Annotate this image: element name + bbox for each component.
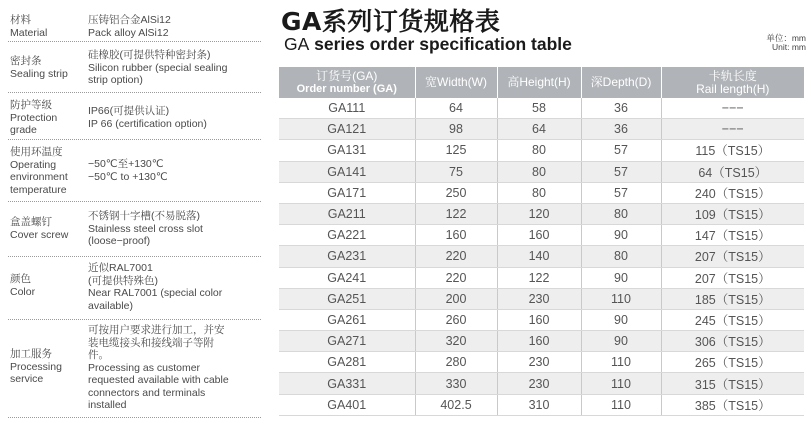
table-row (279, 394, 804, 415)
order-number-cell: GA251 (279, 288, 415, 309)
height-cell: 160 (497, 225, 581, 246)
height-cell: 80 (497, 182, 581, 203)
header-en: Rail length(H) (696, 81, 770, 96)
width-cell: 160 (415, 225, 497, 246)
spec-row-sealing-strip (8, 42, 261, 93)
spec-row-color (8, 257, 261, 320)
table-row (279, 352, 804, 373)
header-zh: 宽Width(W) (425, 75, 487, 89)
table-row (279, 119, 804, 140)
title-en-rest: series order specification table (309, 34, 572, 54)
order-number-cell: GA171 (279, 182, 415, 203)
rail-length-cell: 185（TS15） (661, 288, 804, 309)
header-zh: 卡轨长度 (708, 68, 757, 83)
order-number-cell: GA221 (279, 225, 415, 246)
depth-cell: 90 (581, 225, 661, 246)
col-header-depth (581, 67, 661, 98)
rail-length-cell: −−− (661, 119, 804, 140)
page-title-en (284, 34, 572, 55)
spec-label-line: 使用环温度 (10, 146, 63, 158)
spec-label-line: grade (10, 124, 37, 136)
rail-length-cell: −−− (661, 98, 804, 119)
height-cell: 80 (497, 161, 581, 182)
spec-value-line: 硅橡胶(可提供特种密封条) (88, 49, 211, 61)
spec-value-line: −50℃至+130℃ (88, 158, 164, 170)
width-cell: 320 (415, 331, 497, 352)
rail-length-cell: 265（TS15） (661, 352, 804, 373)
depth-cell: 57 (581, 161, 661, 182)
spec-list (8, 8, 261, 418)
table-row (279, 161, 804, 182)
order-number-cell: GA271 (279, 331, 415, 352)
width-cell: 220 (415, 267, 497, 288)
order-number-cell: GA121 (279, 119, 415, 140)
width-cell: 250 (415, 182, 497, 203)
rail-length-cell: 147（TS15） (661, 225, 804, 246)
rail-length-cell: 109（TS15） (661, 203, 804, 224)
spec-label-line: temperature (10, 183, 67, 196)
order-number-cell: GA331 (279, 373, 415, 394)
rail-length-cell: 385（TS15） (661, 394, 804, 415)
order-number-cell: GA241 (279, 267, 415, 288)
height-cell: 80 (497, 140, 581, 161)
spec-label-line: 材料 (10, 14, 31, 26)
height-cell: 64 (497, 119, 581, 140)
width-cell: 280 (415, 352, 497, 373)
spec-value-line: 不锈钢十字槽(不易脱落) (88, 210, 200, 222)
height-cell: 230 (497, 288, 581, 309)
width-cell: 260 (415, 309, 497, 330)
unit-label-zh: 单位：mm (766, 33, 806, 43)
height-cell: 310 (497, 394, 581, 415)
rail-length-cell: 315（TS15） (661, 373, 804, 394)
spec-label-line: Cover screw (10, 228, 69, 241)
depth-cell: 57 (581, 182, 661, 203)
table-row (279, 373, 804, 394)
depth-cell: 80 (581, 246, 661, 267)
table-row (279, 246, 804, 267)
depth-cell: 90 (581, 309, 661, 330)
height-cell: 120 (497, 203, 581, 224)
table-header-row (279, 67, 804, 98)
col-header-height (497, 67, 581, 98)
header-zh: 高Height(H) (507, 75, 571, 89)
rail-length-cell: 240（TS15） (661, 182, 804, 203)
order-number-cell: GA231 (279, 246, 415, 267)
table-body (279, 98, 804, 415)
height-cell: 160 (497, 331, 581, 352)
spec-value-line: Near RAL7001 (special color (88, 287, 223, 299)
spec-label-line: environment (10, 171, 68, 183)
depth-cell: 110 (581, 394, 661, 415)
title-en-prefix: GA (284, 34, 310, 54)
table-row (279, 288, 804, 309)
order-number-cell: GA281 (279, 352, 415, 373)
spec-row-operating-temperature (8, 140, 261, 202)
rail-length-cell: 207（TS15） (661, 267, 804, 288)
order-number-cell: GA211 (279, 203, 415, 224)
width-cell: 64 (415, 98, 497, 119)
width-cell: 220 (415, 246, 497, 267)
rail-length-cell: 245（TS15） (661, 309, 804, 330)
table-row (279, 309, 804, 330)
header-zh: 订货号(GA) (316, 68, 378, 83)
spec-label-line: Material (10, 26, 48, 39)
height-cell: 122 (497, 267, 581, 288)
spec-label-line: Sealing strip (10, 67, 68, 80)
header-zh: 深Depth(D) (590, 75, 652, 89)
depth-cell: 110 (581, 288, 661, 309)
spec-value-line: Processing as customer (88, 361, 201, 374)
order-number-cell: GA141 (279, 161, 415, 182)
width-cell: 402.5 (415, 394, 497, 415)
spec-value-line: 可按用户要求进行加工，并安 (88, 324, 225, 336)
col-header-rail-length (661, 67, 804, 98)
table-row (279, 267, 804, 288)
width-cell: 122 (415, 203, 497, 224)
order-spec-table (279, 67, 804, 416)
spec-label-line: Protection (10, 111, 58, 124)
spec-row-cover-screw (8, 202, 261, 257)
table-row (279, 203, 804, 224)
rail-length-cell: 207（TS15） (661, 246, 804, 267)
height-cell: 58 (497, 98, 581, 119)
spec-row-processing-service (8, 320, 261, 418)
spec-value-line: 装电缆接头和接线端子等附 (88, 336, 214, 349)
order-number-cell: GA401 (279, 394, 415, 415)
table-row (279, 225, 804, 246)
col-header-width (415, 67, 497, 98)
depth-cell: 36 (581, 119, 661, 140)
height-cell: 160 (497, 309, 581, 330)
spec-label-line: 盒盖螺钉 (10, 216, 52, 228)
rail-length-cell: 306（TS15） (661, 331, 804, 352)
spec-label-line: service (10, 373, 44, 385)
order-number-cell: GA261 (279, 309, 415, 330)
spec-row-material (8, 8, 261, 42)
spec-value-line: installed (88, 399, 127, 411)
order-number-cell: GA111 (279, 98, 415, 119)
spec-value-line: requested available with cable (88, 374, 229, 386)
spec-label-line: 加工服务 (10, 348, 52, 360)
table-row (279, 331, 804, 352)
page-title-zh: GA系列订货规格表 (281, 7, 501, 36)
spec-label-line: 颜色 (10, 273, 31, 285)
depth-cell: 90 (581, 267, 661, 288)
table-row (279, 182, 804, 203)
height-cell: 230 (497, 373, 581, 394)
depth-cell: 36 (581, 98, 661, 119)
rail-length-cell: 64（TS15） (661, 161, 804, 182)
spec-value-line: Stainless steel cross slot (88, 222, 203, 235)
spec-value-line: IP 66 (certification option) (88, 117, 207, 130)
spec-value-line: Pack alloy AlSi12 (88, 26, 169, 39)
depth-cell: 57 (581, 140, 661, 161)
width-cell: 125 (415, 140, 497, 161)
width-cell: 330 (415, 373, 497, 394)
depth-cell: 90 (581, 331, 661, 352)
spec-value-line: IP66(可提供认证) (88, 105, 170, 117)
order-number-cell: GA131 (279, 140, 415, 161)
spec-value-line: (loose−proof) (88, 235, 151, 247)
spec-value-line: (可提供特殊色) (88, 274, 158, 287)
depth-cell: 110 (581, 373, 661, 394)
spec-value-line: available) (88, 299, 133, 312)
spec-value-line: connectors and terminals (88, 386, 206, 399)
width-cell: 98 (415, 119, 497, 140)
depth-cell: 80 (581, 203, 661, 224)
spec-label-line: Processing (10, 360, 62, 373)
table-row (279, 140, 804, 161)
spec-label-line: 防护等级 (10, 99, 52, 111)
spec-value-line: strip option) (88, 74, 143, 86)
spec-label-line: 密封条 (10, 55, 42, 67)
spec-label-line: Operating (10, 158, 57, 171)
spec-value-line: −50℃ to +130℃ (88, 170, 168, 183)
header-en: Order number (GA) (296, 82, 397, 95)
spec-row-protection-grade (8, 93, 261, 140)
spec-value-line: 近似RAL7001 (88, 262, 153, 274)
rail-length-cell: 115（TS15） (661, 140, 804, 161)
depth-cell: 110 (581, 352, 661, 373)
table-row (279, 98, 804, 119)
spec-value-line: Silicon rubber (special sealing (88, 61, 228, 74)
width-cell: 200 (415, 288, 497, 309)
spec-value-line: 件。 (88, 349, 109, 361)
spec-value-line: 压铸铝合金AlSi12 (88, 14, 171, 26)
height-cell: 230 (497, 352, 581, 373)
width-cell: 75 (415, 161, 497, 182)
spec-label-line: Color (10, 285, 36, 298)
unit-label-en: Unit: mm (772, 42, 806, 52)
height-cell: 140 (497, 246, 581, 267)
col-header-order-number (279, 67, 415, 98)
